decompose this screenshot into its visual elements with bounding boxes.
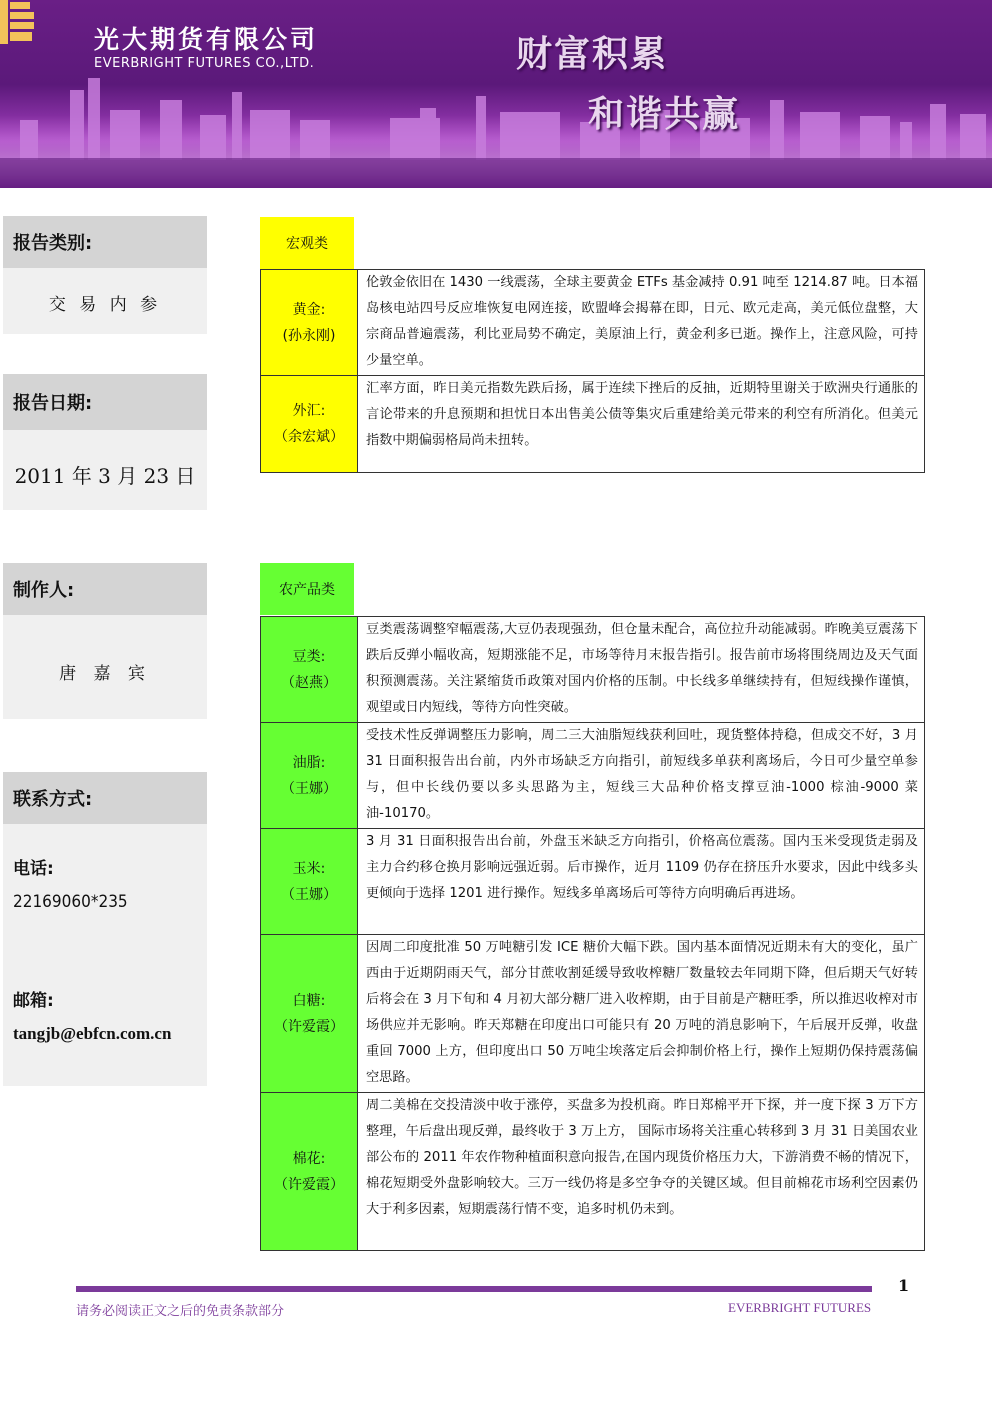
commentary-text: 3 月 31 日面积报告出台前，外盘玉米缺乏方向指引，价格高位震荡。国内玉米受现货走弱及主力合约移仓换月影响远强近弱。后市操作，近月 1109 仍存在挤压升水要求，因此中线多头更倾向于选择 1201 进行操作。短线多单离场后可等待方向明确后再进场。	[358, 829, 925, 935]
category-name: 黄金:	[292, 301, 326, 318]
company-name-cn: 光大期货有限公司	[94, 25, 319, 54]
category-cell	[261, 1093, 358, 1251]
category-name: 玉米:	[292, 860, 326, 877]
table-row	[261, 617, 925, 723]
category-name: 外汇:	[292, 403, 326, 419]
author-box	[3, 615, 207, 719]
category-name: 棉花:	[292, 1150, 326, 1167]
report-date-box	[3, 430, 207, 510]
table-row	[261, 376, 925, 473]
commentary-text: 汇率方面，昨日美元指数先跌后扬，属于连续下挫后的反抽，近期特里谢关于欧洲央行通胀的言论带来的升息预期和担忧日本出售美公债等集灾后重建给美元带来的利空有所消化。但美元指数中期偏弱格局尚未扭转。	[358, 376, 925, 473]
category-author: （赵燕）	[281, 674, 337, 691]
category-author: （余宏斌）	[274, 429, 344, 445]
slogan-line-1: 财富积累	[516, 33, 669, 75]
category-cell	[261, 270, 358, 376]
commentary-text: 周二美棉在交投清淡中收于涨停，买盘多为投机商。昨日郑棉平开下探，并一度下探 3 万下方整理，午后盘出现反弹，最终收于 3 万上方， 国际市场将关注重心转移到 3 月 31 日美国农业部公布的 2011 年农作物种植面积意向报告,在国内现货价格压力大，下游消费不畅的情况下，棉花短期受外盘影响较大。三万一线仍将是多空争夺的关键区域。但目前棉花市场利空因素仍大于利多因素，短期震荡行情不变，追多时机仍未到。	[358, 1093, 925, 1251]
category-author: （王娜）	[281, 780, 337, 797]
commentary-text: 因周二印度批准 50 万吨糖引发 ICE 糖价大幅下跌。国内基本面情况近期未有大的变化，虽广西由于近期阴雨天气，部分甘蔗收割延缓导致收榨糖厂数量较去年同期下降，但后期天气好转后将会在 3 月下旬和 4 月初大部分糖厂进入收榨期，由于目前是产糖旺季，所以推迟收榨对市场供应并无影响。昨天郑糖在印度出口可能只有 20 万吨的消息影响下，午后展开反弹，收盘重回 7000 上方，但印度出口 50 万吨尘埃落定后会抑制价格上行，操作上短期仍保持震荡偏空思路。	[358, 935, 925, 1093]
commentary-text: 受技术性反弹调整压力影响，周二三大油脂短线获利回吐，现货整体持稳，但成交不好，3 月 31 日面积报告出台前，内外市场缺乏方向指引，前短线多单获利离场后，今日可少量空单参与，但中长线仍要以多头思路为主，短线三大品种价格支撑豆油-1000 棕油-9000 菜油-10170。	[358, 723, 925, 829]
report-date-label: 报告日期:	[3, 374, 207, 430]
header-banner	[0, 0, 992, 188]
report-date-value: 2011 年 3 月 23 日	[14, 464, 196, 488]
commentary-text: 豆类震荡调整窄幅震荡,大豆仍表现强劲，但仓量未配合，高位拉升动能减弱。昨晚美豆震荡下跌后反弹小幅收高，短期涨能不足，市场等待月末报告指引。报告前市场将围绕周边及天气面积预测震荡。关注紧缩货币政策对国内价格的压制。中长线多单继续持有，但短线操作谨慎，观望或日内短线，等待方向性突破。	[358, 617, 925, 723]
macro-table	[260, 269, 925, 473]
contact-label: 联系方式:	[3, 772, 207, 824]
footer-brand: EVERBRIGHT FUTURES	[728, 1300, 872, 1315]
category-author: （许爱霞）	[274, 1018, 344, 1035]
footer-disclaimer: 请务必阅读正文之后的免责条款部分	[76, 1304, 285, 1319]
table-row	[261, 1093, 925, 1251]
phone-label: 电话:	[13, 859, 54, 879]
email-value: tangjb@ebfcn.com.cn	[13, 1024, 172, 1043]
page-number: 1	[898, 1276, 910, 1295]
commentary-text: 伦敦金依旧在 1430 一线震荡，全球主要黄金 ETFs 基金减持 0.91 吨至 1214.87 吨。日本福岛核电站四号反应堆恢复电网连接，欧盟峰会揭幕在即，日元、欧元走高，美元低位盘整，大宗商品普遍震荡，利比亚局势不确定，美原油上行，黄金利多已逝。操作上，注意风险，可持少量空单。	[358, 270, 925, 376]
category-cell	[261, 829, 358, 935]
table-row	[261, 270, 925, 376]
table-row	[261, 723, 925, 829]
report-type-box	[3, 268, 207, 334]
category-cell	[261, 935, 358, 1093]
category-cell	[261, 376, 358, 473]
report-type-value: 交 易 内 参	[48, 295, 162, 315]
category-cell	[261, 723, 358, 829]
phone-value: 22169060*235	[13, 892, 128, 912]
report-type-label: 报告类别:	[3, 216, 207, 268]
table-row	[261, 829, 925, 935]
agri-table	[260, 616, 925, 1251]
contact-box	[3, 824, 207, 1086]
company-name-en: EVERBRIGHT FUTURES CO.,LTD.	[94, 56, 315, 71]
category-author: （王娜）	[281, 886, 337, 903]
category-author: (孙永刚)	[282, 327, 336, 344]
slogan-line-2: 和谐共赢	[588, 93, 741, 135]
company-logo-icon	[0, 0, 34, 44]
author-value: 唐 嘉 宾	[59, 664, 151, 684]
author-label: 制作人:	[3, 563, 207, 615]
category-author: （许爱霞）	[274, 1176, 344, 1193]
table-row	[261, 935, 925, 1093]
footer-divider	[76, 1286, 872, 1292]
category-name: 白糖:	[292, 992, 326, 1009]
email-label: 邮箱:	[13, 991, 54, 1011]
category-name: 油脂:	[292, 754, 326, 771]
category-cell	[261, 617, 358, 723]
agri-section-tag: 农产品类	[260, 563, 354, 615]
category-name: 豆类:	[292, 648, 326, 665]
macro-section-tag: 宏观类	[260, 217, 354, 269]
